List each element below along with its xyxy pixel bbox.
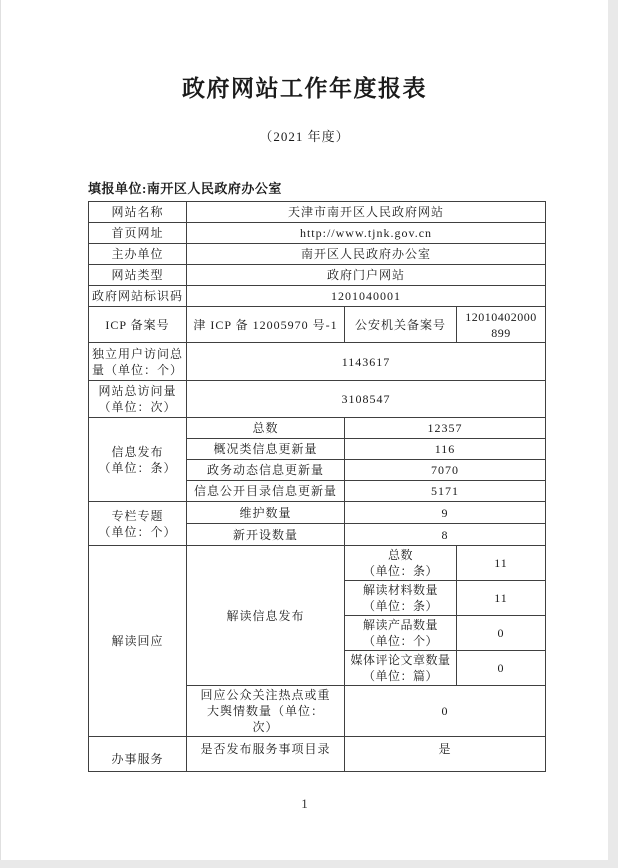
interp-total-unit-text: （单位：条） — [362, 564, 438, 578]
icp-value: 津 ICP 备 12005970 号-1 — [187, 307, 345, 343]
row-icp — [89, 307, 546, 343]
site-name-label: 网站名称 — [89, 202, 187, 223]
special-topics-unit-text: （单位：个） — [98, 524, 177, 539]
info-publish-total-value: 12357 — [345, 418, 546, 439]
interp-total-label — [345, 546, 457, 581]
interp-material-unit-text: （单位：条） — [362, 599, 438, 613]
interp-material-label-text: 解读材料数量 — [362, 583, 438, 597]
topics-new-label: 新开设数量 — [187, 524, 345, 546]
interpretation-group-label: 解读回应 — [89, 546, 187, 737]
interp-total-value: 11 — [457, 546, 546, 581]
interp-product-label — [345, 616, 457, 651]
organizer-label: 主办单位 — [89, 244, 187, 265]
row-site-name — [89, 202, 546, 223]
site-code-value: 1201040001 — [187, 286, 546, 307]
topics-maintained-value: 9 — [345, 502, 546, 524]
site-name-value: 天津市南开区人民政府网站 — [187, 202, 546, 223]
interp-publish-label: 解读信息发布 — [187, 546, 345, 686]
info-publish-dynamic-label: 政务动态信息更新量 — [187, 460, 345, 481]
icp-label: ICP 备案号 — [89, 307, 187, 343]
reporting-unit: 填报单位:南开区人民政府办公室 — [88, 181, 282, 196]
unique-visitors-value: 1143617 — [187, 343, 546, 381]
row-topics-maintained — [89, 502, 546, 524]
public-response-value: 0 — [345, 686, 546, 737]
info-publish-catalog-label: 信息公开目录信息更新量 — [187, 481, 345, 502]
info-publish-dynamic-value: 7070 — [345, 460, 546, 481]
page-number: 1 — [301, 796, 308, 811]
info-publish-label-text: 信息发布 — [111, 444, 164, 459]
info-publish-total-label: 总数 — [187, 418, 345, 439]
home-url-label: 首页网址 — [89, 223, 187, 244]
info-publish-unit-text: （单位：条） — [98, 460, 177, 475]
interp-product-unit-text: （单位：个） — [362, 634, 438, 648]
total-visits-label: 网站总访问量（单位：次） — [89, 381, 187, 418]
interp-total-label-text: 总数 — [387, 548, 413, 562]
topics-maintained-label: 维护数量 — [187, 502, 345, 524]
interp-product-label-text: 解读产品数量 — [362, 618, 438, 632]
police-record-value: 12010402000899 — [457, 307, 546, 343]
site-type-label: 网站类型 — [89, 265, 187, 286]
services-catalog-label: 是否发布服务事项目录 — [187, 737, 345, 772]
row-info-publish-total — [89, 418, 546, 439]
interp-material-value: 11 — [457, 581, 546, 616]
interp-product-value: 0 — [457, 616, 546, 651]
info-publish-overview-value: 116 — [345, 439, 546, 460]
police-record-label: 公安机关备案号 — [345, 307, 457, 343]
report-title: 政府网站工作年度报表 — [182, 76, 427, 101]
interp-media-value: 0 — [457, 651, 546, 686]
interp-media-label — [345, 651, 457, 686]
info-publish-overview-label: 概况类信息更新量 — [187, 439, 345, 460]
info-publish-catalog-value: 5171 — [345, 481, 546, 502]
report-table — [88, 201, 546, 772]
organizer-value: 南开区人民政府办公室 — [187, 244, 546, 265]
site-type-value: 政府门户网站 — [187, 265, 546, 286]
report-year: （2021 年度） — [259, 129, 350, 144]
row-organizer — [89, 244, 546, 265]
home-url-value: http://www.tjnk.gov.cn — [187, 223, 546, 244]
row-interp-total — [89, 546, 546, 581]
row-home-url — [89, 223, 546, 244]
row-unique-visitors — [89, 343, 546, 381]
public-response-label: 回应公众关注热点或重大舆情数量（单位：次） — [187, 686, 345, 737]
row-site-type — [89, 265, 546, 286]
row-services-catalog — [89, 737, 546, 772]
row-total-visits — [89, 381, 546, 418]
services-group-label: 办事服务 — [89, 737, 187, 772]
info-publish-group-label — [89, 418, 187, 502]
topics-new-value: 8 — [345, 524, 546, 546]
total-visits-value: 3108547 — [187, 381, 546, 418]
site-code-label: 政府网站标识码 — [89, 286, 187, 307]
interp-media-label-text: 媒体评论文章数量 — [350, 653, 451, 667]
special-topics-label-text: 专栏专题 — [111, 508, 164, 523]
special-topics-group-label — [89, 502, 187, 546]
interp-material-label — [345, 581, 457, 616]
unique-visitors-label: 独立用户访问总量（单位：个） — [89, 343, 187, 381]
interp-media-unit-text: （单位：篇） — [362, 669, 438, 683]
row-site-code — [89, 286, 546, 307]
services-catalog-value: 是 — [345, 737, 546, 772]
